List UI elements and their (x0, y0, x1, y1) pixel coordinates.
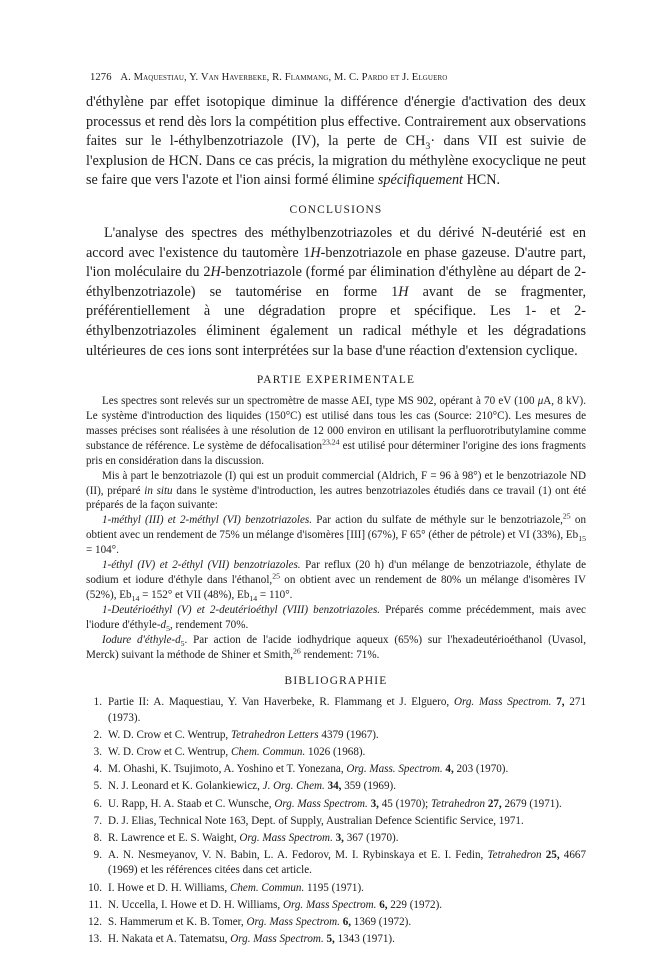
reference-journal: Org. Mass. Spectrom. (346, 763, 443, 776)
reference-authors: R. Lawrence et E. S. Waight, (108, 832, 240, 845)
reference-citation: 4379 (1967). (318, 728, 379, 741)
reference-journal: Org. Mass Spectrom. (230, 933, 324, 946)
reference-authors: A. N. Nesmeyanov, V. N. Babin, L. A. Fedorov, M. I. Rybinskaya et E. I. Fedin, (108, 849, 488, 862)
experimental-paragraph-6: Iodure $d'éthyle-d_5$. Par action de l'acide iodhydrique aqueux (65%) sur l'hexadeutérioéthanol (Uvasol, Merck) suivant la méthode de Shiner et Smith,$^{26}$ rendement: 71%. (86, 633, 587, 661)
intro-paragraph: d'éthylène par effet isotopique diminue la différence d'énergie d'activation des deux processus et rend dès lors la compétition plus effective. Contrairement aux observations faites sur le l-éthylbenzotriazole (IV), la perte de $CH_3\cdot$ dans VII est suivie de l'explusion de HCN. Dans ce cas précis, la migration du méthylène exocyclique ne peut se faire que vers l'azote et l'ion ainsi formé élimine spécifiquement HCN. (86, 94, 587, 189)
reference-journal: J. Org. Chem. (262, 780, 325, 793)
reference-volume: 7, (551, 696, 565, 709)
reference-journal: Org. Mass Spectrom. (274, 797, 368, 810)
reference-item (86, 848, 586, 878)
reference-item (86, 831, 586, 846)
experimental-paragraph-2: Mis à part le benzotriazole (I) qui est un produit commercial (Aldrich, F = 96 à 98°) et le benzotriazole ND (II), préparé in situ dans le système d'introduction, les autres benzotriazoles étudiés dans ce travail (1) ont été préparés de la façon suivante: (86, 469, 587, 512)
reference-citation: 4667 (1969) et les références citées dans cet article. (108, 849, 586, 877)
bibliography-heading: BIBLIOGRAPHIE (284, 675, 388, 688)
reference-list (86, 695, 586, 947)
reference-authors: H. Nakata et A. Tatematsu, (108, 933, 231, 946)
reference-volume: 4, (442, 763, 454, 776)
experimental-section (86, 394, 586, 662)
reference-authors: I. Howe et D. H. Williams, (108, 881, 230, 894)
running-authors: A. Maquestiau, Y. Van Haverbeke, R. Flammang, M. C. Pardo et J. Elguero (120, 72, 448, 83)
reference-journal: Tetrahedron Letters (230, 728, 319, 741)
reference-item (86, 779, 586, 794)
reference-citation: 1195 (1971). (304, 881, 364, 894)
reference-volume: 27, (485, 797, 502, 810)
reference-number: 12. (88, 916, 102, 929)
reference-item (86, 762, 586, 777)
reference-citation: 359 (1969). (341, 780, 396, 793)
reference-number: 13. (88, 933, 102, 946)
reference-authors: W. D. Crow et C. Wentrup, (108, 746, 231, 759)
reference-number: 11. (88, 898, 102, 911)
reference-volume: 34, (324, 780, 342, 793)
reference-journal: Org. Mass Spectrom. (282, 898, 377, 911)
experimental-paragraph-1: Les spectres sont relevés sur un spectromètre de masse AEI, type MS 902, opérant à 70 eV (100 μA, 8 kV). Le système d'introduction des liquides (150°C) est utilisé dans tous les cas (Source: 210°C). Les mesures de masses précises sont réalisées à une résolution de 12 000 environ en utilisant la perfluorotributylamine comme substance de référence. Le système de défocalisation$^{23,24}$ est utilisé pour déterminer l'origine des ions fragments pris en considération dans la discussion. (86, 395, 586, 467)
reference-item (86, 728, 586, 743)
experimental-paragraph-3: 1-méthyl (III) et 2-méthyl (VI) benzotriazoles. Par action du sulfate de méthyle sur le benzotriazole,$^{25}$ on obtient avec un rendement de 75% un mélange d'isomères [III] (67%), F 65° (éther de pétrole) et VI (33%), $Eb_{15} = 104^\circ$. (86, 511, 586, 557)
running-header (90, 72, 586, 83)
reference-authors: M. Ohashi, K. Tsujimoto, A. Yoshino et T. Yonezana, (108, 763, 347, 776)
conclusions-section (86, 224, 586, 361)
reference-authors: D. J. Elias, Technical Note 163, Dept. of Supply, Australian Defence Scientific Service, 1971. (108, 814, 524, 827)
experimental-paragraph-5: 1-Deutérioéthyl (V) et 2-deutérioéthyl (VIII) benzotriazoles. Préparés comme précédemment, mais avec l'iodure $d'éthyle-d_5$, rendement 70%. (86, 603, 586, 633)
reference-citation: 2679 (1971). (501, 797, 562, 810)
reference-authors: U. Rapp, H. A. Staab et C. Wunsche, (108, 797, 275, 810)
reference-journal: Org. Mass Spectrom. (453, 696, 552, 709)
conclusions-heading: CONCLUSIONS (289, 203, 383, 216)
reference-item (86, 814, 586, 829)
reference-number: 4. (93, 763, 102, 776)
reference-number: 1. (93, 696, 102, 709)
reference-volume: 5, (323, 933, 335, 946)
reference-number: 6. (93, 797, 102, 810)
reference-volume: 3, (367, 797, 379, 810)
reference-authors: W. D. Crow et C. Wentrup, (108, 728, 231, 741)
reference-volume: 25, (541, 849, 560, 862)
reference-citation: 1343 (1971). (334, 933, 395, 946)
reference-authors: S. Hammerum et K. B. Tomer, (108, 916, 247, 929)
reference-item (86, 797, 586, 812)
reference-number: 5. (93, 780, 102, 793)
page-number: 1276 (90, 72, 112, 83)
reference-number: 9. (93, 849, 102, 862)
reference-item (86, 898, 586, 913)
reference-citation: 229 (1972). (387, 898, 443, 911)
reference-number: 8. (93, 832, 102, 845)
reference-journal: Org. Mass Spectrom. (246, 916, 340, 929)
reference-journal: Chem. Commun. (230, 746, 306, 759)
reference-citation: 367 (1970). (343, 832, 399, 845)
intro-section (86, 93, 586, 191)
reference-authors: N. J. Leonard et K. Golankiewicz, (108, 780, 263, 793)
reference-journal: Chem. Commun. (229, 881, 305, 894)
reference-item (86, 915, 586, 930)
reference-journal: Tetrahedron (431, 797, 486, 810)
reference-volume: 6, (376, 898, 388, 911)
reference-authors: N. Uccella, I. Howe et D. H. Williams, (108, 898, 283, 911)
reference-volume: 3, (332, 832, 344, 845)
experimental-paragraph-4: 1-éthyl (IV) et 2-éthyl (VII) benzotriazoles. Par reflux (20 h) d'un mélange de benzotriazole, éthylate de sodium et iodure d'éthyle dans l'éthanol,$^{25}$ on obtient avec un rendement de 80% un mélange d'isomères IV (52%), $Eb_{14} = 152^\circ$ et VII (48%), $Eb_{14} = 110^\circ$. (86, 559, 586, 604)
reference-citation: 1026 (1968). (305, 746, 366, 759)
reference-citation: 1369 (1972). (351, 916, 412, 929)
reference-number: 2. (93, 728, 102, 741)
reference-item (86, 745, 586, 760)
reference-journal: Tetrahedron (487, 849, 542, 862)
reference-number: 3. (93, 746, 102, 759)
reference-citation: 203 (1970). (453, 763, 509, 776)
reference-citation: 271 (1973). (108, 696, 586, 724)
reference-authors: Partie II: A. Maquestiau, Y. Van Haverbeke, R. Flammang et J. Elguero, (108, 696, 454, 709)
conclusions-paragraph: L'analyse des spectres des méthylbenzotriazoles et du dérivé N-deutérié est en accord avec l'existence du tautomère 1H-benzotriazole en phase gazeuse. D'autre part, l'ion moléculaire du 2H-benzotriazole (formé par élimination d'éthylène au départ de 2-éthylbenzotriazole) se tautomérise en forme 1H avant de se fragmenter, préférentiellement à une dégradation propre et spécifique. Les 1- et 2-éthylbenzotriazoles éliminent également un radical méthyle et les dégradations ultérieures de ces ions sont interprétées sur la base d'une réaction d'extension cyclique. (86, 224, 586, 359)
reference-item (86, 881, 586, 896)
reference-citation: 45 (1970); (378, 797, 431, 810)
reference-volume: 6, (339, 916, 352, 929)
experimental-heading: PARTIE EXPERIMENTALE (256, 374, 416, 387)
reference-number: 10. (88, 881, 102, 894)
reference-item (86, 932, 586, 947)
reference-item (86, 695, 586, 725)
reference-journal: Org. Mass Spectrom. (239, 832, 333, 845)
reference-number: 7. (93, 814, 102, 827)
